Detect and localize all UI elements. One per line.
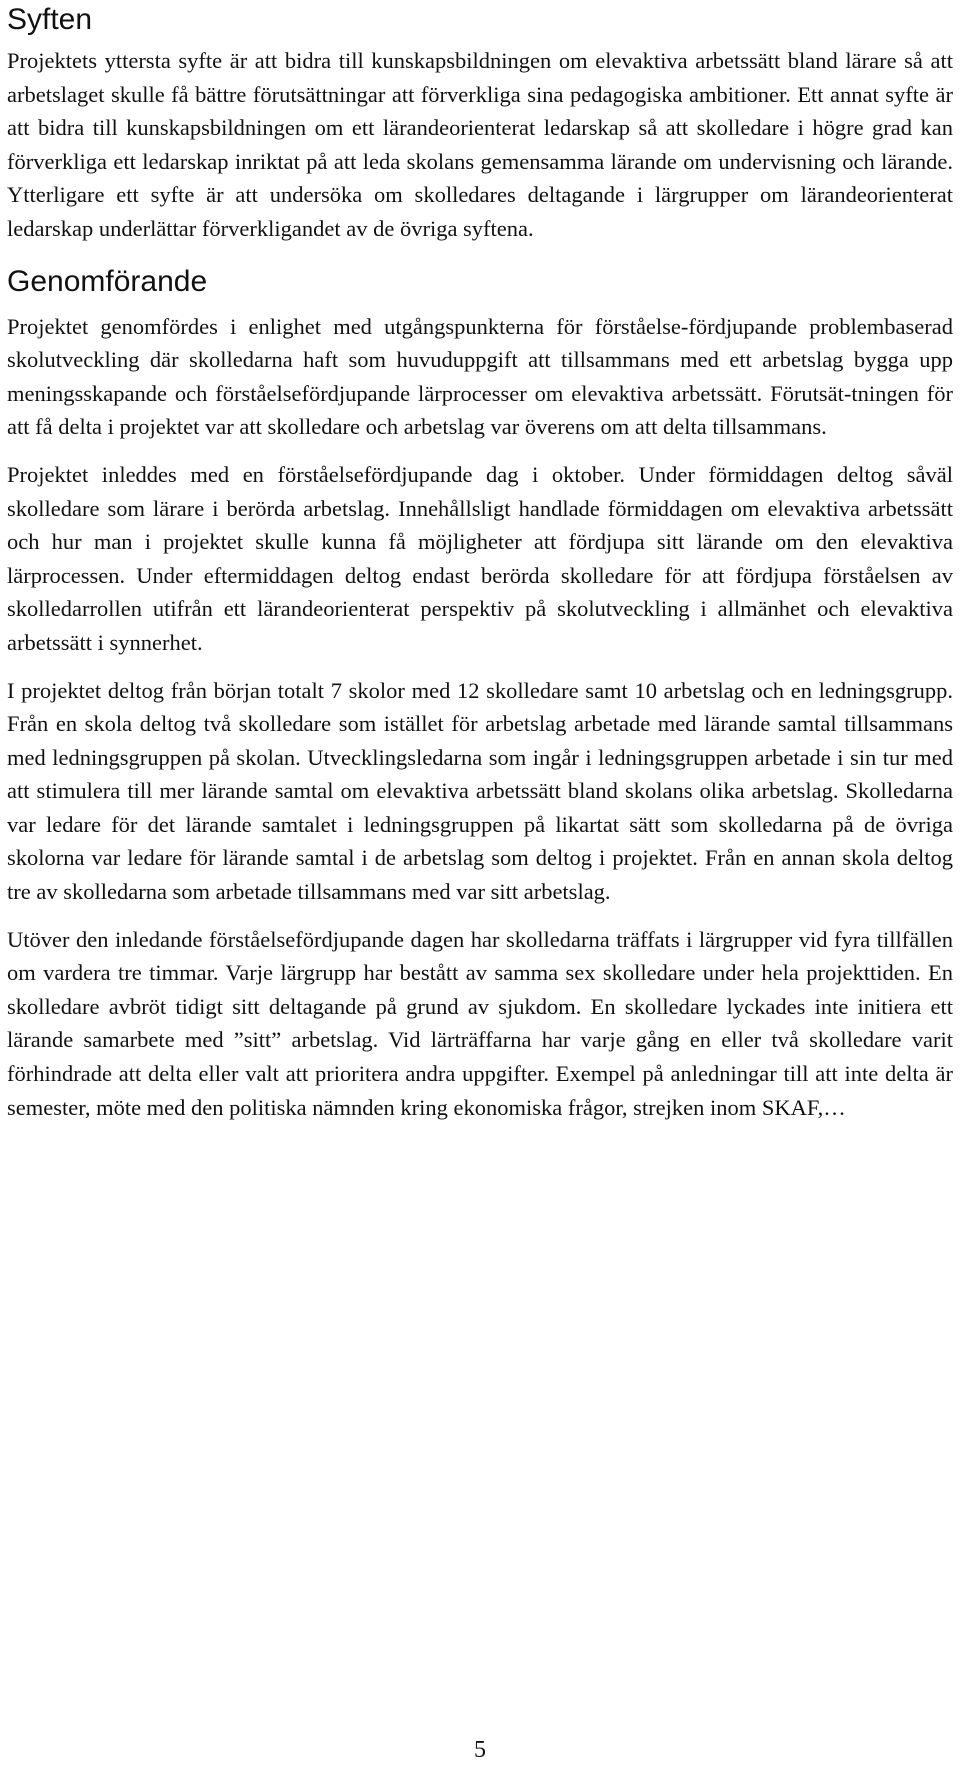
- genomforande-paragraph-3: I projektet deltog från början totalt 7 skolor med 12 skolledare samt 10 arbetslag och en ledningsgrupp. Från en skola deltog två skolledare som istället för arbetslag arbetade med lärande samtal tillsammans med ledningsgruppen på skolan. Utvecklingsledarna som ingår i ledningsgruppen arbetade i sin tur med att stimulera till mer lärande samtal om elevaktiva arbetssätt bland skolans olika arbetslag. Skolledarna var ledare för det lärande samtalet i ledningsgruppen på likartat sätt som skolledarna på de övriga skolorna var ledare för lärande samtal i de arbetslag som deltog i projektet. Från en annan skola deltog tre av skolledarna som arbetade tillsammans med var sitt arbetslag.: [7, 677, 953, 905]
- syften-paragraph-1: Projektets yttersta syfte är att bidra till kunskapsbildningen om elevaktiva arbetssätt bland lärare så att arbetslaget skulle få bättre förutsättningar att förverkliga sina pedagogiska ambitioner. Ett annat syfte är att bidra till kunskapsbildningen om ett lärandeorienterat ledarskap så att skolledare i högre grad kan förverkliga ett ledarskap inriktat på att leda skolans gemensamma lärande om undervisning och lärande. Ytterligare ett syfte är att undersöka om skolledares deltagande i lärgrupper om lärandeorienterat ledarskap underlättar förverkligandet av de övriga syftena.: [7, 48, 953, 241]
- document-page: [7, 0, 953, 1138]
- section-heading-syften: Syften: [7, 3, 93, 36]
- page-number: 5: [474, 1737, 486, 1763]
- genomforande-paragraph-1: Projektet genomfördes i enlighet med utgångspunkterna för förståelse-fördjupande problembaserad skolutveckling där skolledarna haft som huvuduppgift att tillsammans med ett arbetslag bygga upp meningsskapande och förståelsefördjupande lärprocesser om elevaktiva arbetssätt. Förutsät-tningen för att få delta i projektet var att skolledare och arbetslag var överens om att delta tillsammans.: [7, 313, 953, 440]
- genomforande-paragraph-4: Utöver den inledande förståelsefördjupande dagen har skolledarna träffats i lärgrupper vid fyra tillfällen om vardera tre timmar. Varje lärgrupp har bestått av samma sex skolledare under hela projekttiden. En skolledare avbröt tidigt sitt deltagande på grund av sjukdom. En skolledare lyckades inte initiera ett lärande samarbete med ”sitt” arbetslag. Vid lärträffarna har varje gång en eller två skolledare varit förhindrade att delta eller valt att prioritera andra uppgifter. Exempel på anledningar till att inte delta är semester, möte med den politiska nämnden kring ekonomiska frågor, strejken inom SKAF,…: [7, 926, 953, 1120]
- genomforande-paragraph-2: Projektet inleddes med en förståelsefördjupande dag i oktober. Under förmiddagen deltog såväl skolledare som lärare i berörda arbetslag. Innehållsligt handlade förmiddagen om elevaktiva arbetssätt och hur man i projektet skulle kunna få möjligheter att fördjupa sitt lärande om den elevaktiva lärprocessen. Under eftermiddagen deltog endast berörda skolledare för att fördjupa förståelsen av skolledarrollen utifrån ett lärandeorienterat perspektiv på skolutveckling i allmänhet och elevaktiva arbetssätt i synnerhet.: [7, 461, 953, 655]
- section-heading-genomforande: Genomförande: [7, 264, 208, 298]
